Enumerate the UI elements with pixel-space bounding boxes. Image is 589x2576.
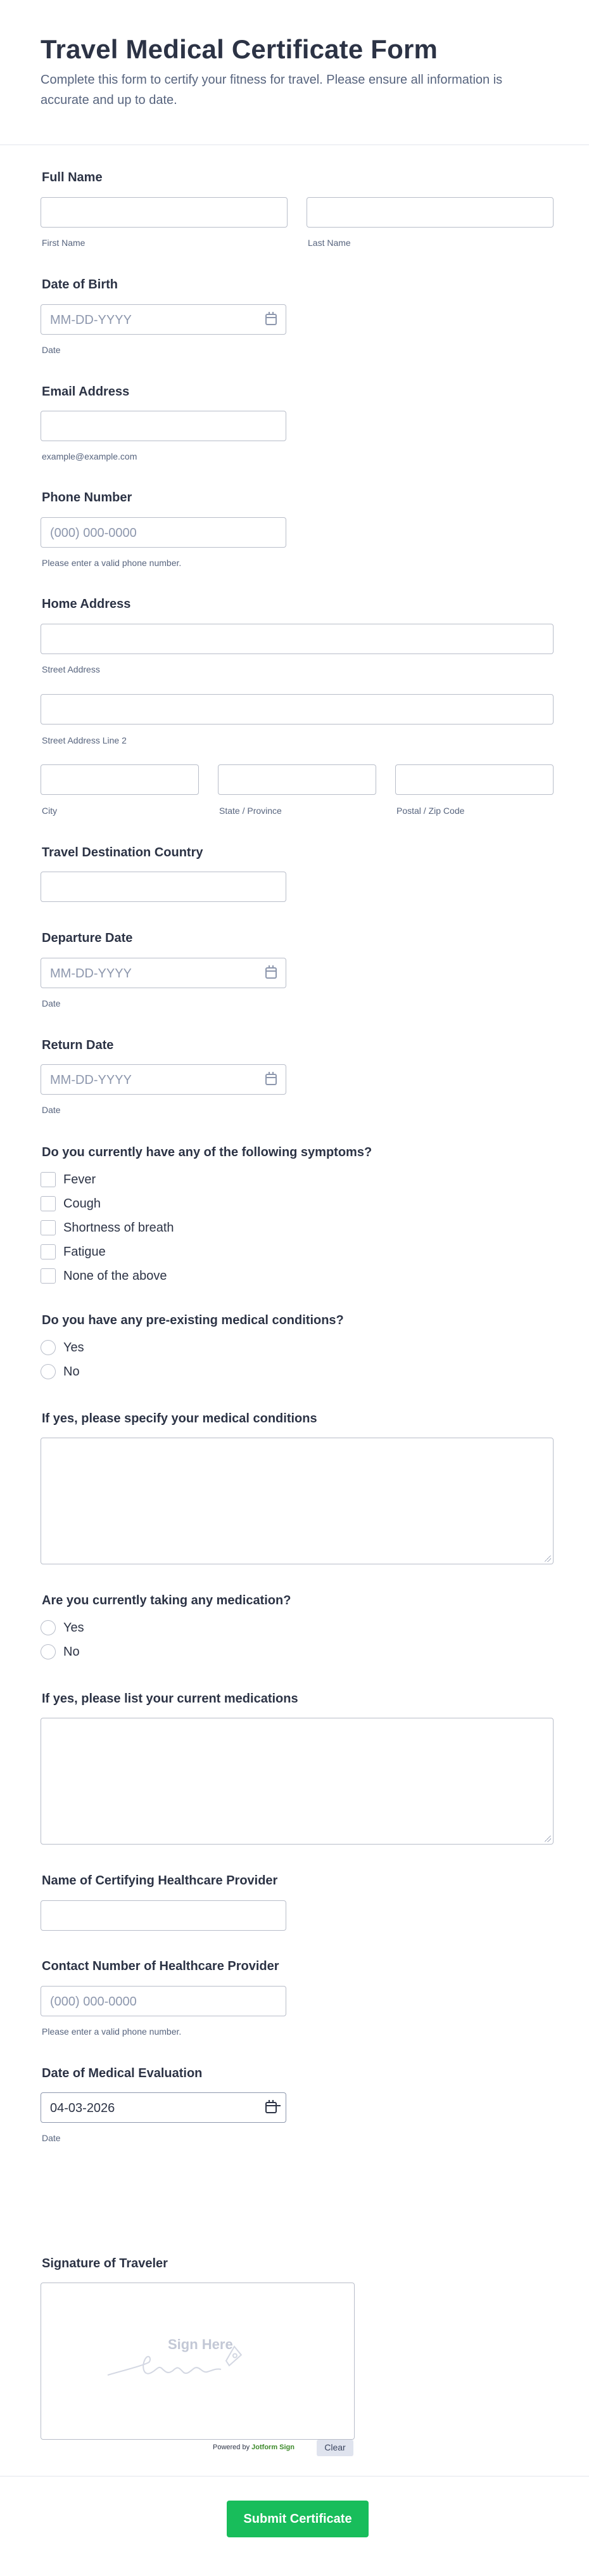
resize-handle-icon[interactable] [545, 1555, 551, 1562]
radio-preexisting-yes[interactable] [41, 1340, 56, 1355]
powered-by-label: Powered by [213, 2444, 250, 2451]
option-fever-label: Fever [63, 1173, 96, 1187]
evaluation-label: Date of Medical Evaluation [42, 2066, 203, 2080]
conditions-label: If yes, please specify your medical conditions [42, 1412, 317, 1426]
departure-label: Departure Date [42, 931, 133, 945]
email-sublabel: example@example.com [42, 451, 137, 461]
form-header [0, 0, 589, 145]
option-none-label: None of the above [63, 1269, 167, 1283]
email-input[interactable] [41, 411, 286, 441]
medication-label: Are you currently taking any medication? [42, 1594, 291, 1607]
radio-medication-no[interactable] [41, 1644, 56, 1659]
sign-here-text: Sign Here [168, 2336, 233, 2352]
email-label: Email Address [42, 385, 130, 399]
state-input[interactable] [218, 764, 376, 795]
option-cough-label: Cough [63, 1197, 101, 1211]
option-fatigue-label: Fatigue [63, 1245, 106, 1259]
return-input[interactable] [41, 1064, 286, 1095]
phone-placeholder: (000) 000-0000 [50, 526, 137, 540]
signature-pad[interactable] [41, 2283, 355, 2440]
resize-handle-icon[interactable] [545, 1836, 551, 1842]
powered-by-text [213, 2444, 294, 2451]
street-address-2-input[interactable] [41, 694, 554, 724]
calendar-icon[interactable] [265, 1074, 277, 1085]
option-shortness-label: Shortness of breath [63, 1221, 174, 1235]
phone-input[interactable] [41, 517, 286, 548]
radio-medication-yes[interactable] [41, 1620, 56, 1635]
calendar-icon[interactable] [265, 2102, 277, 2113]
first-name-sublabel: First Name [42, 238, 86, 248]
zip-input[interactable] [395, 764, 554, 795]
medication-yes-label: Yes [63, 1621, 84, 1635]
return-placeholder: MM-DD-YYYY [50, 1073, 132, 1087]
checkbox-fever[interactable] [41, 1172, 56, 1187]
dob-label: Date of Birth [42, 278, 118, 292]
preexisting-label: Do you have any pre-existing medical conditions? [42, 1313, 344, 1327]
first-name-input[interactable] [41, 197, 288, 228]
powered-brand-link[interactable]: Jotform Sign [251, 2444, 294, 2451]
conditions-textarea[interactable] [41, 1438, 554, 1564]
departure-placeholder: MM-DD-YYYY [50, 967, 132, 981]
street-address-sublabel: Street Address [42, 664, 100, 674]
checkbox-cough[interactable] [41, 1196, 56, 1211]
medications-list-label: If yes, please list your current medications [42, 1692, 298, 1706]
provider-phone-input[interactable] [41, 1986, 286, 2016]
evaluation-sublabel: Date [42, 2133, 61, 2143]
phone-label: Phone Number [42, 491, 132, 505]
checkbox-fatigue[interactable] [41, 1244, 56, 1259]
dob-placeholder: MM-DD-YYYY [50, 313, 132, 327]
evaluation-date-input[interactable] [41, 2092, 286, 2123]
provider-name-input[interactable] [41, 1900, 286, 1931]
phone-sublabel: Please enter a valid phone number. [42, 558, 182, 568]
medication-no-label: No [63, 1645, 80, 1659]
provider-name-label: Name of Certifying Healthcare Provider [42, 1874, 278, 1888]
address-label: Home Address [42, 597, 131, 611]
city-sublabel: City [42, 806, 58, 816]
return-sublabel: Date [42, 1105, 61, 1115]
street-address-input[interactable] [41, 624, 554, 654]
preexisting-yes-label: Yes [63, 1341, 84, 1355]
radio-preexisting-no[interactable] [41, 1364, 56, 1379]
checkbox-none[interactable] [41, 1268, 56, 1284]
city-input[interactable] [41, 764, 199, 795]
last-name-input[interactable] [307, 197, 554, 228]
provider-phone-sublabel: Please enter a valid phone number. [42, 2026, 182, 2037]
calendar-icon[interactable] [265, 314, 277, 325]
dob-input[interactable] [41, 304, 286, 335]
dob-sublabel: Date [42, 345, 61, 355]
preexisting-no-label: No [63, 1365, 80, 1379]
form-subtitle: Complete this form to certify your fitness for travel. Please ensure all information is accurate and up to date. [41, 73, 503, 107]
state-sublabel: State / Province [219, 806, 282, 816]
last-name-sublabel: Last Name [308, 238, 351, 248]
calendar-icon[interactable] [265, 967, 277, 979]
return-label: Return Date [42, 1038, 114, 1052]
provider-phone-label: Contact Number of Healthcare Provider [42, 1959, 279, 1973]
provider-phone-placeholder: (000) 000-0000 [50, 1995, 137, 2009]
destination-label: Travel Destination Country [42, 846, 203, 860]
signature-label: Signature of Traveler [42, 2257, 168, 2270]
destination-input[interactable] [41, 872, 286, 902]
form-title: Travel Medical Certificate Form [41, 34, 438, 64]
symptoms-label: Do you currently have any of the following symptoms? [42, 1145, 372, 1159]
medications-list-textarea[interactable] [41, 1718, 554, 1845]
checkbox-shortness-of-breath[interactable] [41, 1220, 56, 1235]
submit-button[interactable]: Submit Certificate [227, 2501, 369, 2537]
departure-sublabel: Date [42, 998, 61, 1008]
full-name-label: Full Name [42, 171, 103, 184]
zip-sublabel: Postal / Zip Code [396, 806, 465, 816]
street-address-2-sublabel: Street Address Line 2 [42, 735, 127, 745]
clear-signature-button[interactable]: Clear [317, 2440, 353, 2456]
evaluation-date-value: 04-03-2026 [50, 2101, 115, 2115]
signature-scribble-icon [104, 2340, 294, 2385]
departure-input[interactable] [41, 958, 286, 988]
